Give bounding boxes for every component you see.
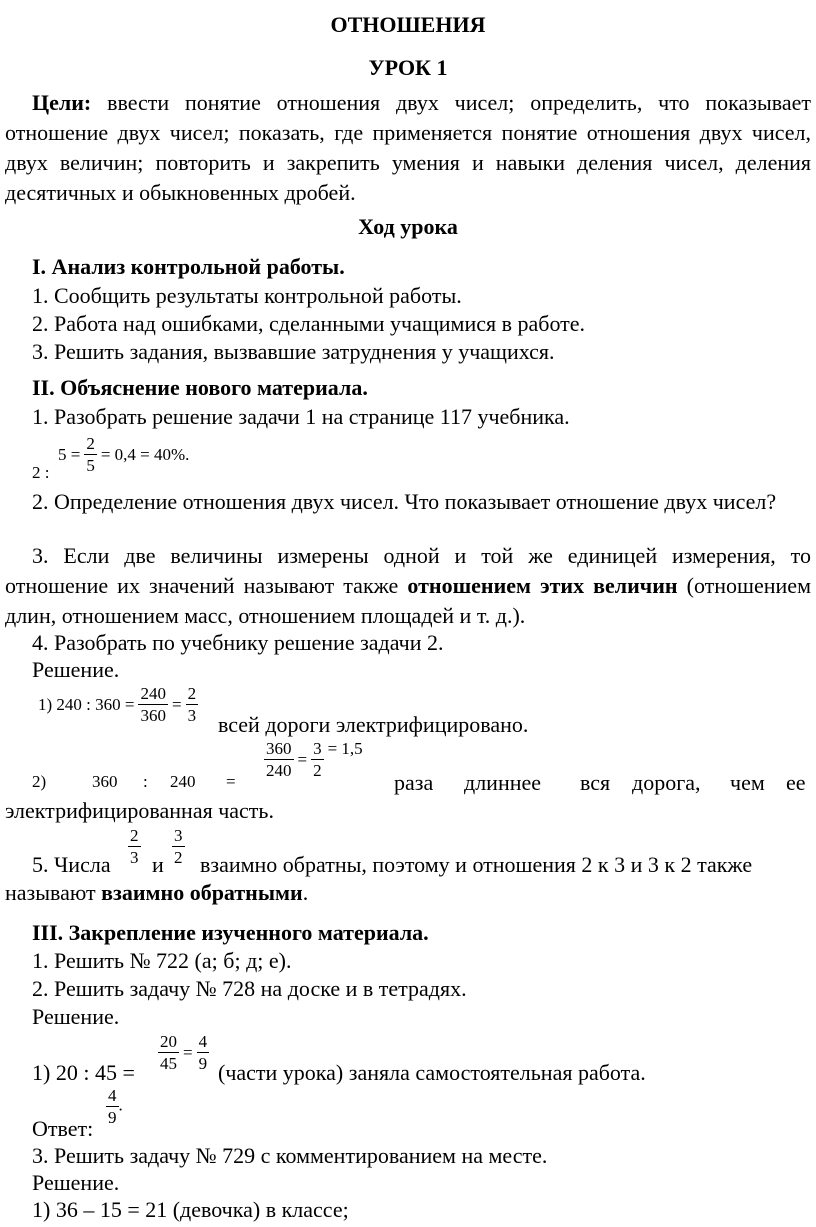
page-title: ОТНОШЕНИЯ bbox=[330, 12, 486, 37]
formula-1-right: = 0,4 = 40%. bbox=[100, 444, 190, 464]
fraction-denominator: 5 bbox=[86, 456, 95, 475]
fraction-denominator: 240 bbox=[266, 761, 292, 780]
section3-item-2: 2. Решить задачу № 728 на доске и в тетрадях. bbox=[32, 976, 467, 1001]
fraction-denominator: 3 bbox=[130, 848, 139, 867]
section1-item-1: 1. Сообщить результаты контрольной работы. bbox=[32, 283, 462, 308]
section3-heading: III. Закрепление изученного материала. bbox=[32, 920, 429, 945]
section3-step1-fractions: $\frac{20}{45}$ = $\frac{4}{9}$ bbox=[160, 1032, 208, 1073]
section2-solution: Решение. bbox=[32, 657, 120, 682]
lesson-number: УРОК 1 bbox=[368, 55, 448, 80]
s3-fraction-2 bbox=[197, 1032, 210, 1073]
formula-1 bbox=[58, 434, 189, 475]
item5-line2: называют взаимно обратными. bbox=[5, 880, 309, 905]
fraction-denominator: 3 bbox=[187, 706, 197, 725]
section3-item-1: 1. Решить № 722 (а; б; д; е). bbox=[32, 948, 292, 973]
section2-item-1: 1. Разобрать решение задачи 1 на странице 117 учебника. bbox=[32, 404, 570, 429]
item5-fraction-2 bbox=[172, 826, 185, 867]
section3-step1-text: (части урока) заняла самостоятельная работа. bbox=[218, 1060, 646, 1085]
fraction-denominator: 360 bbox=[140, 706, 166, 725]
item3-start: 3. Если две величины измерены одной и той же единицей измерения, то отношение их значений называют также bbox=[5, 543, 811, 598]
formula-1-fraction bbox=[84, 434, 97, 475]
step2-fractions: $\frac{360}{240}$ = $\frac{3}{2}$ = 1,5 bbox=[266, 739, 363, 780]
section2-item-3 bbox=[5, 541, 811, 631]
step2-op: : bbox=[143, 772, 148, 791]
step2-word-4: дорога, bbox=[632, 770, 701, 795]
step1-left: 1) 240 : 360 = bbox=[38, 694, 135, 714]
formula-1-below: 2 : bbox=[32, 463, 50, 482]
section1-item-2: 2. Работа над ошибками, сделанными учащимися в работе. bbox=[32, 311, 586, 336]
section3-solution-2: Решение. bbox=[32, 1170, 120, 1195]
fraction-denominator: 45 bbox=[160, 1054, 177, 1073]
section2-item-2: 2. Определение отношения двух чисел. Что показывает отношение двух чисел? bbox=[32, 489, 777, 514]
section3-solution: Решение. bbox=[32, 1004, 120, 1029]
section1-item-3: 3. Решить задания, вызвавшие затруднения у учащихся. bbox=[32, 339, 555, 364]
item5-rest: взаимно обратны, поэтому и отношения 2 к 3 и 3 к 2 также bbox=[200, 852, 753, 877]
step2-word-6: ее bbox=[786, 770, 806, 795]
step2-word-3: вся bbox=[580, 770, 611, 795]
step2-word-5: чем bbox=[730, 770, 765, 795]
section3-step2: 1) 36 – 15 = 21 (девочка) в классе; bbox=[32, 1197, 349, 1222]
goals-text: ввести понятие отношения двух чисел; определить, что показывает отношение двух чисел; показать, где применяется понятие отношения двух чисел, двух величин; повторить и закрепить умения и навыки деления чисел, деления десятичных и обыкновенных дробей. bbox=[5, 90, 811, 205]
step2-eq: = bbox=[226, 772, 236, 791]
fraction-numerator: 2 bbox=[187, 684, 197, 703]
goals-paragraph bbox=[5, 88, 811, 208]
step2-continuation: электрифицированная часть. bbox=[5, 798, 274, 823]
step2-result: = 1,5 bbox=[327, 739, 363, 758]
section1-heading: I. Анализ контрольной работы. bbox=[32, 254, 345, 279]
section3-step1-left: 1) 20 : 45 = bbox=[32, 1060, 135, 1085]
fraction-denominator: 9 bbox=[108, 1108, 117, 1127]
step2-label: 2) bbox=[32, 772, 47, 791]
step2-word-1: раза bbox=[394, 770, 434, 795]
step1-eq: = bbox=[171, 694, 182, 714]
fraction-numerator: 2 bbox=[130, 826, 139, 845]
fraction-numerator: 240 bbox=[140, 684, 166, 703]
fraction-numerator: 4 bbox=[198, 1032, 208, 1051]
fraction-numerator: 4 bbox=[108, 1086, 117, 1105]
fraction-numerator: 360 bbox=[266, 739, 292, 758]
item3-bold: отношением этих величин bbox=[407, 573, 678, 598]
fraction-denominator: 2 bbox=[313, 761, 322, 780]
goals-label: Цели: bbox=[32, 90, 92, 115]
solution-step-1 bbox=[38, 684, 198, 725]
item5-fraction-1 bbox=[128, 826, 141, 867]
step1-text: всей дороги электрифицировано. bbox=[218, 712, 529, 737]
item5-bold: взаимно обратными bbox=[101, 880, 303, 905]
fraction-numerator: 2 bbox=[86, 434, 95, 453]
step2-b: 240 bbox=[170, 772, 196, 791]
s3-fraction-1 bbox=[158, 1032, 179, 1073]
section2-item-4: 4. Разобрать по учебнику решение задачи 2. bbox=[32, 630, 444, 655]
step2-word-2: длиннее bbox=[464, 770, 542, 795]
step1-fraction-2 bbox=[186, 684, 199, 725]
item3-end: (отношением длин, отношением масс, отношением площадей и т. д.). bbox=[5, 573, 811, 628]
formula-1-left: 5 = bbox=[58, 444, 81, 464]
fraction-denominator: 2 bbox=[174, 848, 183, 867]
item5-and: и bbox=[152, 852, 164, 877]
section3-item-3: 3. Решить задачу № 729 с комментированием на месте. bbox=[32, 1143, 548, 1168]
step1-fraction-1 bbox=[138, 684, 168, 725]
course-heading: Ход урока bbox=[358, 214, 458, 239]
step2-a: 360 bbox=[92, 772, 118, 791]
step2-fraction-2 bbox=[311, 739, 324, 780]
fraction-numerator: 20 bbox=[160, 1032, 177, 1051]
fraction-numerator: 3 bbox=[313, 739, 322, 758]
answer-fraction: $\frac{4}{9}$ . bbox=[108, 1086, 123, 1127]
answer-label: Ответ: bbox=[32, 1116, 94, 1141]
fraction-denominator: 9 bbox=[198, 1054, 208, 1073]
section2-heading: II. Объяснение нового материала. bbox=[32, 375, 368, 400]
step2-fraction-1 bbox=[264, 739, 294, 780]
item5-start: 5. Числа bbox=[32, 852, 111, 877]
fraction-numerator: 3 bbox=[174, 826, 183, 845]
